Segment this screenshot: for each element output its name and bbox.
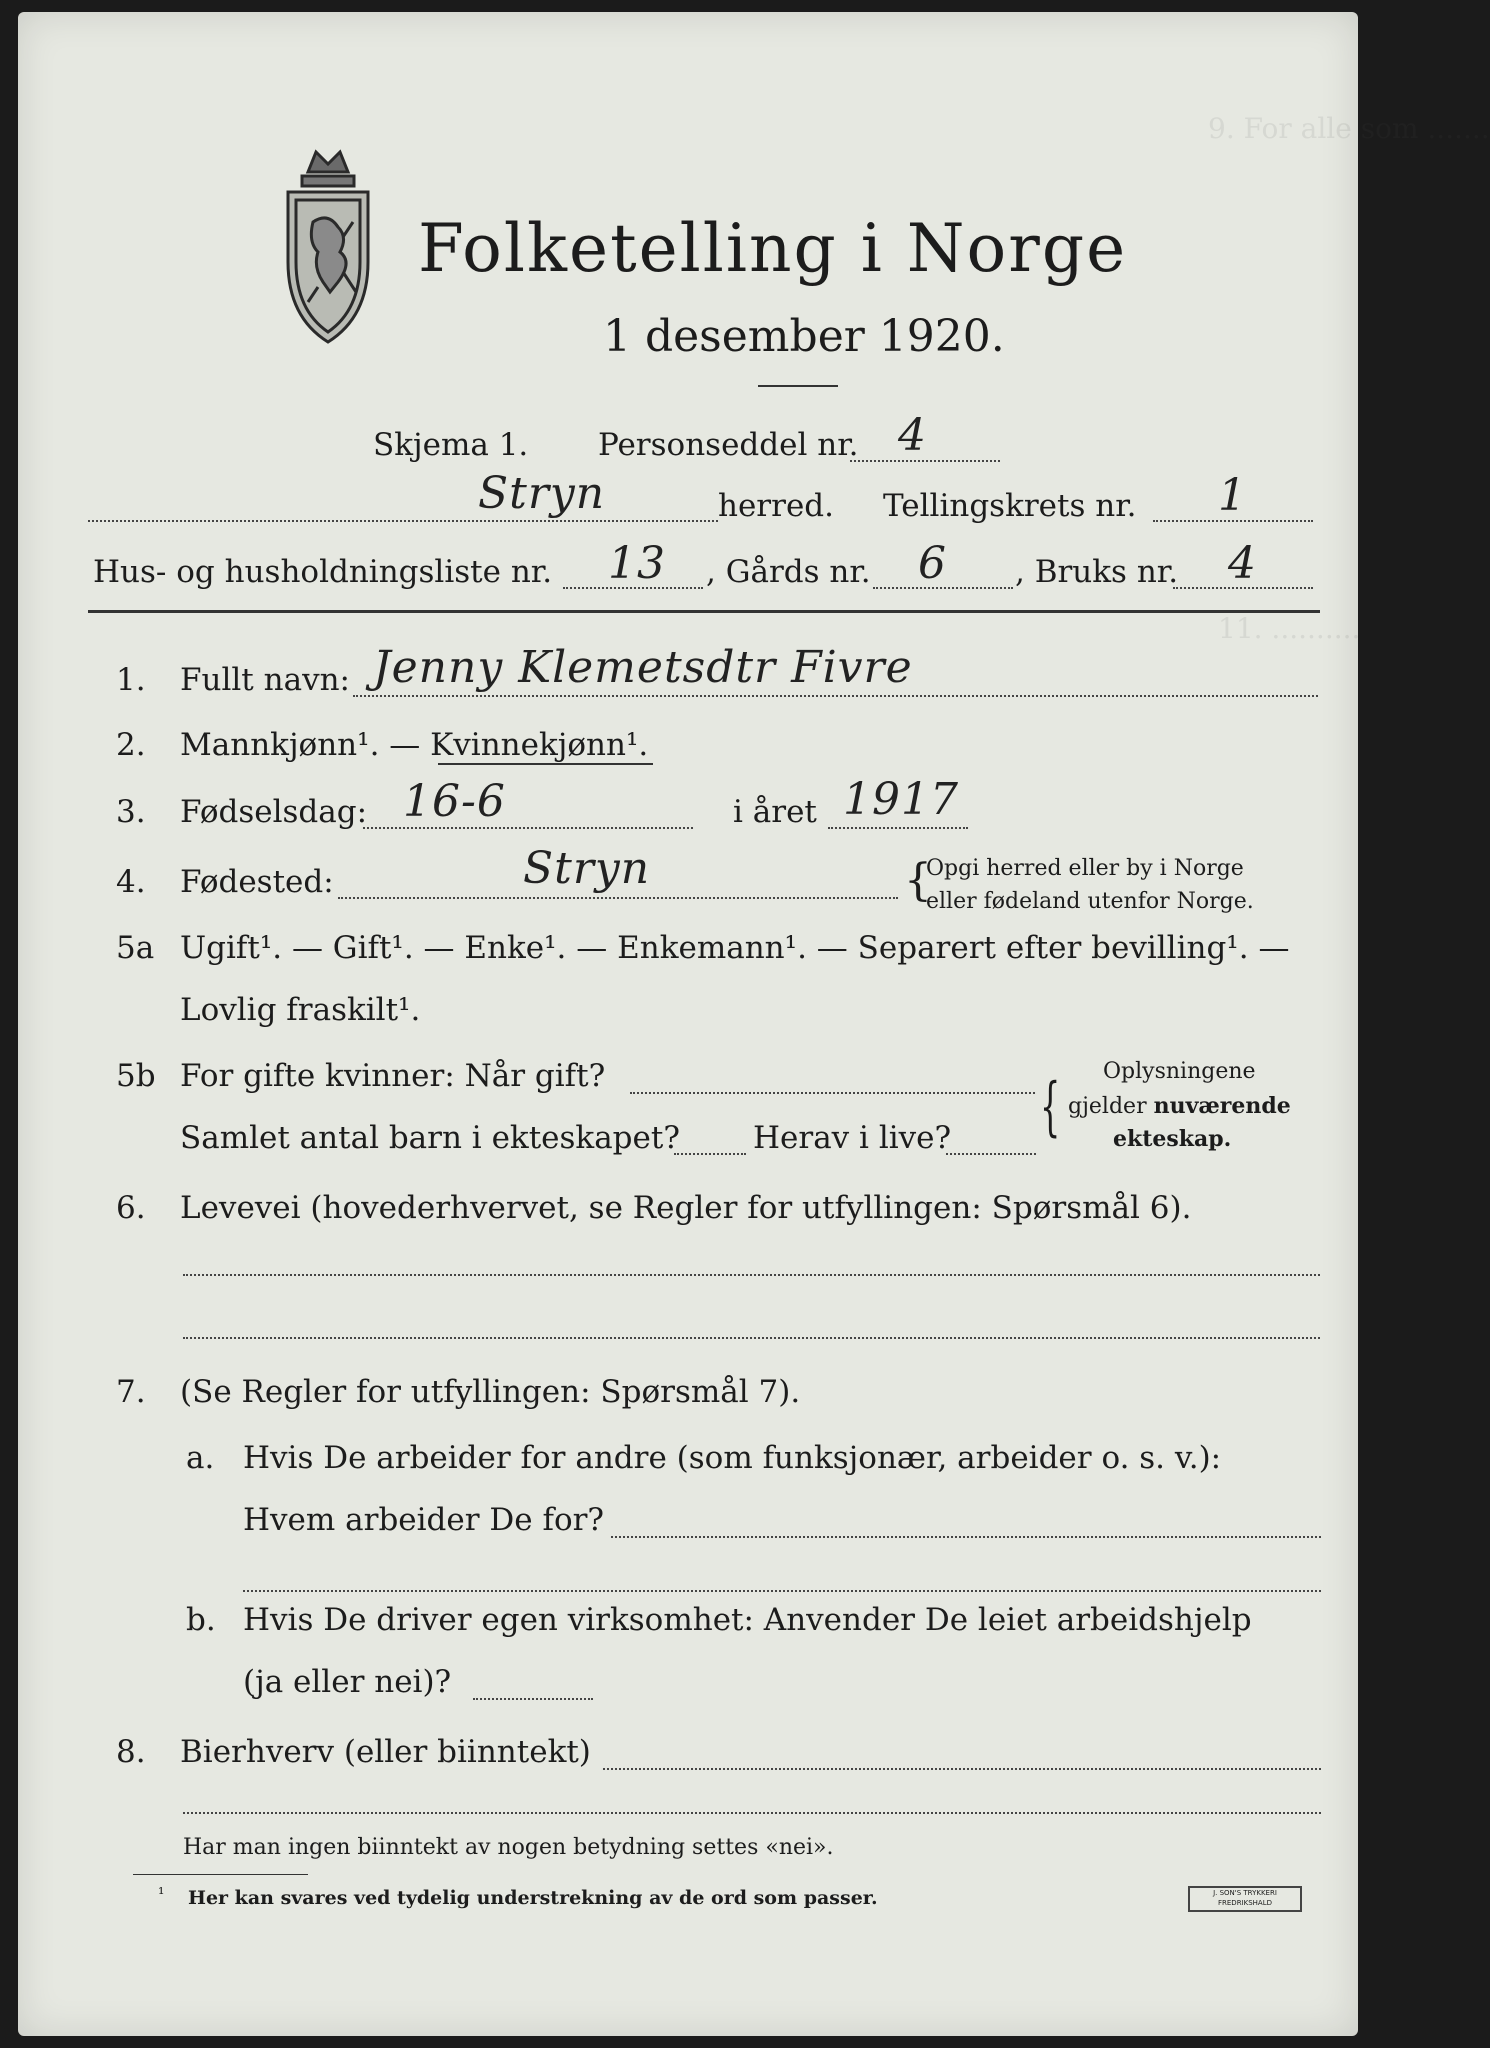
printer-stamp xyxy=(1188,1886,1302,1912)
q5b-children-line xyxy=(674,1153,746,1155)
q5b-label: For gifte kvinner: Når gift? xyxy=(180,1058,606,1094)
q5b-note-line1: Oplysningene xyxy=(1103,1059,1256,1084)
title-divider xyxy=(758,385,838,387)
q2-number: 2. xyxy=(116,727,146,763)
q5b-children-label: Samlet antal barn i ekteskapet? xyxy=(180,1120,680,1156)
q1-line xyxy=(353,695,1318,697)
q6-line-2 xyxy=(183,1337,1320,1339)
q7-number: 7. xyxy=(116,1374,146,1410)
q4-note-line2: eller fødeland utenfor Norge. xyxy=(926,889,1254,914)
coat-of-arms-icon xyxy=(268,142,388,352)
q5a-marital-options: Ugift¹. — Gift¹. — Enke¹. — Enkemann¹. — Separert efter bevilling¹. — xyxy=(180,930,1290,966)
gards-label: , Gårds nr. xyxy=(706,554,871,590)
q6-label: Levevei (hovederhvervet, se Regler for utfyllingen: Spørsmål 6). xyxy=(180,1190,1192,1226)
footer-note: Har man ingen biinntekt av nogen betydning settes «nei». xyxy=(183,1835,834,1860)
personseddel-label: Personseddel nr. xyxy=(598,427,859,463)
q7a-employer-label: Hvem arbeider De for? xyxy=(243,1502,605,1538)
schema-label: Skjema 1. xyxy=(373,427,529,463)
q3-label: Fødselsdag: xyxy=(180,794,368,830)
herred-value: Stryn xyxy=(478,468,606,519)
q5b-married-line xyxy=(630,1092,1035,1094)
q8-label: Bierhverv (eller biinntekt) xyxy=(180,1734,591,1770)
footnote-divider xyxy=(133,1874,308,1875)
personseddel-value: 4 xyxy=(898,410,927,461)
q7b-letter: b. xyxy=(186,1602,216,1638)
bruks-label: , Bruks nr. xyxy=(1015,554,1179,590)
q4-line xyxy=(338,897,898,899)
q6-line-1 xyxy=(183,1274,1320,1276)
bruks-value: 4 xyxy=(1228,538,1257,589)
q5a-number: 5a xyxy=(116,930,155,966)
q4-brace: { xyxy=(904,855,932,906)
q4-label: Fødested: xyxy=(180,864,334,900)
q4-number: 4. xyxy=(116,864,146,900)
footnote-marker: ¹ xyxy=(158,1884,165,1903)
bleed-through-text: 9. For alle som ....... xyxy=(1208,112,1490,145)
census-form-page xyxy=(18,12,1490,2036)
herred-label: herred. xyxy=(718,488,834,524)
q2-selected-underline xyxy=(438,763,653,765)
q5b-alive-line xyxy=(946,1153,1036,1155)
q7a-letter: a. xyxy=(186,1440,215,1476)
q7b-label: Hvis De driver egen virksomhet: Anvender De leiet arbeidshjelp xyxy=(243,1602,1252,1638)
q7b-yes-no-line xyxy=(473,1698,593,1700)
q7-label: (Se Regler for utfyllingen: Spørsmål 7). xyxy=(180,1374,801,1410)
tellingskrets-label: Tellingskrets nr. xyxy=(883,488,1137,524)
q1-full-name-value: Jenny Klemetsdtr Fivre xyxy=(373,642,913,693)
bleed-through-text: 11. .......... xyxy=(1218,612,1361,645)
q8-line-2 xyxy=(183,1812,1321,1814)
q3-line xyxy=(363,827,693,829)
q3-year-value: 1917 xyxy=(843,774,959,825)
q1-label: Fullt navn: xyxy=(180,662,350,698)
q5b-brace: { xyxy=(1040,1070,1061,1144)
q6-number: 6. xyxy=(116,1190,146,1226)
q5b-note-line2: gjelder nuværende xyxy=(1068,1093,1291,1119)
herred-line xyxy=(88,520,718,522)
q5a-marital-options-2: Lovlig fraskilt¹. xyxy=(180,992,421,1028)
q3-year-label: i året xyxy=(733,794,817,830)
q3-number: 3. xyxy=(116,794,146,830)
q8-number: 8. xyxy=(116,1734,146,1770)
q7a-employer-line xyxy=(611,1536,1321,1538)
printer-stamp-text: J. SON'S TRYKKERI FREDRIKSHALD xyxy=(1213,1889,1277,1907)
q3-birthdate-value: 16-6 xyxy=(403,776,506,827)
q5b-alive-label: Herav i live? xyxy=(753,1120,952,1156)
gards-value: 6 xyxy=(918,538,947,589)
husliste-value: 13 xyxy=(608,538,666,589)
footnote-text: Her kan svares ved tydelig understrekning av de ord som passer. xyxy=(188,1887,878,1909)
q8-line xyxy=(603,1768,1321,1770)
q3-year-line xyxy=(828,827,968,829)
q7b-yes-no-label: (ja eller nei)? xyxy=(243,1664,452,1700)
q5b-note-line3: ekteskap. xyxy=(1113,1126,1232,1152)
header-divider xyxy=(88,610,1320,613)
form-title: Folketelling i Norge xyxy=(418,210,1128,287)
q4-birthplace-value: Stryn xyxy=(523,843,651,894)
q1-number: 1. xyxy=(116,662,146,698)
q4-note-line1: Opgi herred eller by i Norge xyxy=(926,856,1244,881)
form-date: 1 desember 1920. xyxy=(603,311,1005,362)
tellingskrets-value: 1 xyxy=(1218,470,1247,521)
q7a-employer-line-2 xyxy=(243,1590,1321,1592)
q5b-number: 5b xyxy=(116,1058,156,1094)
husliste-label: Hus- og husholdningsliste nr. xyxy=(93,554,553,590)
q7a-label: Hvis De arbeider for andre (som funksjonær, arbeider o. s. v.): xyxy=(243,1440,1222,1476)
q2-gender-options: Mannkjønn¹. — Kvinnekjønn¹. xyxy=(180,727,649,763)
